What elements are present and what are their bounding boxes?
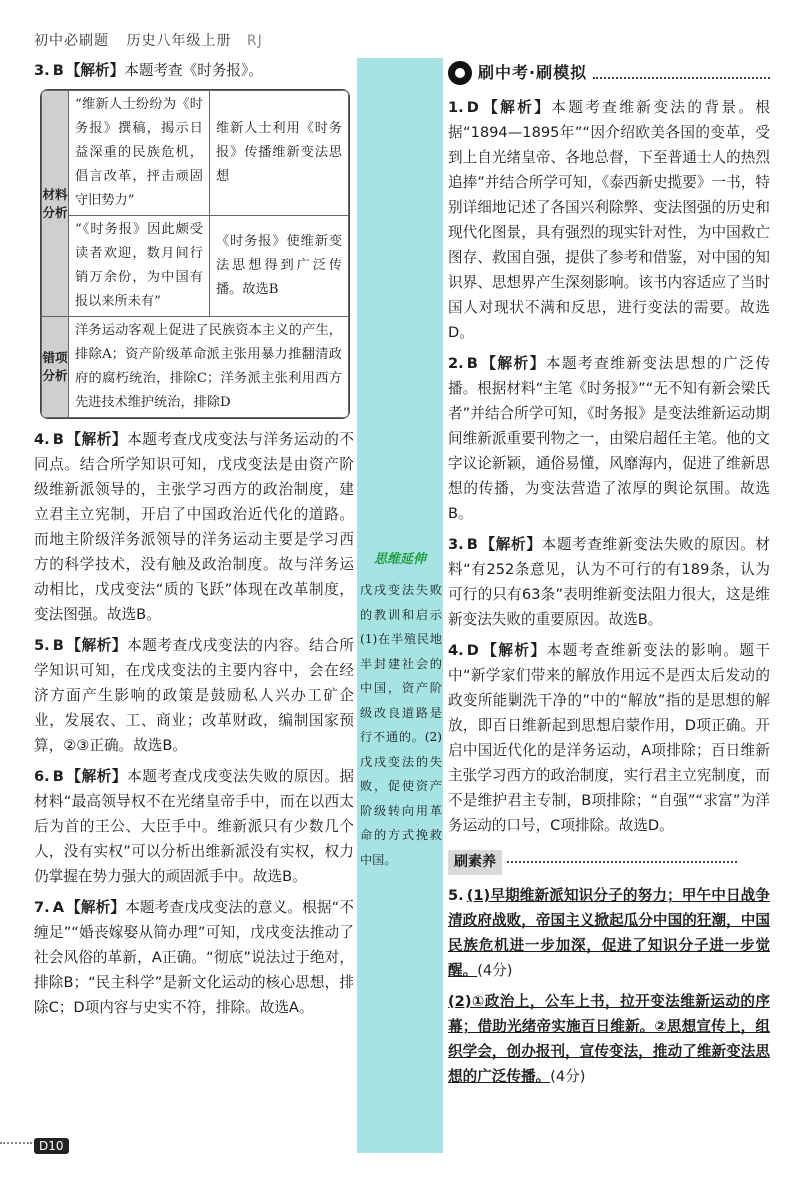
- answer-letter: D: [466, 642, 479, 659]
- table-cell: 维新人士利用《时务报》传播维新变法思想: [210, 91, 349, 216]
- table-label-wrong-options: 错项分析: [42, 317, 69, 418]
- sidebar-body: 戊戌变法失败的教训和启示(1)在半殖民地半封建社会的中国，资产阶级改良道路是行不通的。(2)戊戌变法的失败，促使资产阶级转向用革命的方式挽救中国。: [360, 583, 442, 867]
- answer-item: [34, 427, 354, 627]
- answer-item: [34, 895, 354, 1020]
- page-header: [34, 30, 263, 50]
- sidebar-title: 思维延伸: [374, 552, 427, 567]
- question-number: 4.: [448, 642, 464, 659]
- table-cell: “维新人士纷纷为《时务报》撰稿，揭示日益深重的民族危机，倡言改革，抨击顽固守旧势力”: [69, 91, 210, 216]
- section-title: 刷中考·刷模拟: [478, 63, 588, 82]
- table-cell: 《时务报》使维新变法思想得到广泛传播。故选B: [210, 216, 349, 317]
- score: (4分): [477, 962, 513, 979]
- analysis-text: 本题考查戊戌变法的内容。结合所学知识可知，在戊戌变法的主要内容中，会在经济方面产生影响的政策是鼓励私人兴办工矿企业，发展农、工、商业；改革财政，编制国家预算，②③正确。故选B。: [34, 637, 354, 754]
- dotted-rule: [507, 861, 737, 863]
- answer-letter: A: [52, 899, 64, 916]
- analysis-text: 本题考查戊戌变法与洋务运动的不同点。结合所学知识可知，戊戌变法是由资产阶级维新派领导的，主张学习西方的政治制度，建立君主立宪制，开启了中国政治近代化的道路。而地主阶级洋务派领导的洋务运动主要是学习西方的科学技术，没有触及政治制度。故与洋务运动相比，戊戌变法“质的飞跃”体现在改革制度，变法图强。故选B。: [34, 431, 354, 623]
- question-number: 1.: [448, 99, 464, 116]
- analysis-tag: 【解析】: [65, 431, 128, 448]
- analysis-tag: 【解析】: [480, 642, 547, 659]
- question-number: 6.: [34, 768, 50, 785]
- answer-item: [448, 532, 770, 632]
- question-number: 5.: [448, 887, 464, 904]
- answer-item: [448, 351, 770, 526]
- analysis-tag: 【解析】: [65, 768, 128, 785]
- answer-item: [448, 989, 770, 1089]
- answer-letter: B: [52, 431, 64, 448]
- edition-label: RJ: [246, 33, 263, 49]
- analysis-tag: 【解析】: [479, 355, 546, 372]
- answer-item: [34, 58, 354, 83]
- score: (4分): [550, 1068, 586, 1085]
- answer-letter: B: [466, 536, 478, 553]
- analysis-text: 本题考查维新变法的背景。根据“1894—1895年”“因介绍欧美各国的变革，受到上自光绪皇帝、各地总督，下至普通士人的热烈追捧”并结合所学可知，《泰西新史揽要》一书，特别详细地记述了各国兴利除弊、变法图强的历史和现代化图景，具有强烈的现实针对性，为中国救亡图存、救国自强，提供了参考和借鉴，对中国的知识界、思想界产生深刻影响。该书内容适应了当时国人对现状不满和反思，进行变法的需要。故选D。: [448, 99, 770, 341]
- page-number: D10: [34, 1138, 69, 1154]
- answer-part: (1)早期维新派知识分子的努力；甲午中日战争清政府战败，帝国主义掀起瓜分中国的狂潮，中国民族危机进一步加深，促进了知识分子进一步觉醒。: [448, 887, 770, 979]
- analysis-text: 本题考查《时务报》。: [124, 62, 263, 79]
- question-number: 7.: [34, 899, 50, 916]
- answer-item: [34, 764, 354, 889]
- analysis-table: [40, 89, 350, 419]
- section-banner: [448, 60, 770, 85]
- question-number: 4.: [34, 431, 50, 448]
- table-label-material: 材料分析: [42, 91, 69, 317]
- answer-item: [448, 638, 770, 838]
- analysis-text: 本题考查维新变法的影响。题干中“新学家们带来的解放作用远不是西太后发动的政变所能剿洗干净的”中的“解放”指的是思想的解放，即百日维新起到思想启蒙作用，D项正确。开启中国近代化的是洋务运动，A项排除；百日维新主张学习西方的政治制度，实行君主立宪制度，而不是维护君主专制，B项排除；“自强”“求富”为洋务运动的口号，C项排除。故选D。: [448, 642, 770, 834]
- question-number: 3.: [448, 536, 464, 553]
- answer-letter: B: [466, 355, 478, 372]
- brush-icon: [448, 61, 472, 85]
- analysis-tag: 【解析】: [65, 637, 128, 654]
- answer-item: [34, 633, 354, 758]
- analysis-tag: 【解析】: [479, 536, 542, 553]
- answer-part: (2)①政治上，公车上书，拉开变法维新运动的序幕；借助光绪帝实施百日维新。②思想宣传上，组织学会，创办报刊，宣传变法，推动了维新变法思想的广泛传播。: [448, 993, 770, 1085]
- dotted-rule: [0, 1142, 32, 1144]
- sub-banner-row: [448, 844, 770, 883]
- analysis-text: 本题考查戊戌变法的意义。根据“不缠足”“婚丧嫁娶从简办理”可知，戊戌变法推动了社会风俗的革新，A正确。“彻底”说法过于绝对，排除B；“民主科学”是新文化运动的核心思想，排除C；D项内容与史实不符，排除。故选A。: [34, 899, 354, 1016]
- analysis-text: 本题考查维新变法失败的原因。材料“有252条意见，认为不可行的有189条，认为可行的只有63条”表明维新变法阻力很大，这是维新变法失败的重要原因。故选B。: [448, 536, 770, 628]
- answer-letter: B: [52, 62, 64, 79]
- left-column: [34, 58, 354, 1026]
- right-column: [448, 60, 770, 1095]
- table-cell: 洋务运动客观上促进了民族资本主义的产生，排除A；资产阶级革命派主张用暴力推翻清政府的腐朽统治，排除C；洋务派主张利用西方先进技术维护统治，排除D: [69, 317, 349, 418]
- question-number: 5.: [34, 637, 50, 654]
- sub-section-title: 刷素养: [448, 850, 502, 875]
- question-number: 3.: [34, 62, 50, 79]
- answer-item: [448, 95, 770, 345]
- table-cell: “《时务报》因此颇受读者欢迎，数月间行销万余份，为中国有报以来所未有”: [69, 216, 210, 317]
- book-title: 初中必刷题: [34, 33, 109, 49]
- answer-letter: B: [52, 768, 64, 785]
- dotted-rule: [593, 67, 770, 79]
- answer-letter: D: [466, 99, 479, 116]
- analysis-text: 本题考查戊戌变法失败的原因。据材料“最高领导权不在光绪皇帝手中，而在以西太后为首的王公、大臣手中。维新派只有少数几个人，没有实权”可以分析出维新派没有实权，权力仍掌握在势力强大的顽固派手中。故选B。: [34, 768, 354, 885]
- subject-title: 历史八年级上册: [126, 33, 232, 49]
- answer-letter: B: [52, 637, 64, 654]
- analysis-tag: 【解析】: [480, 99, 552, 116]
- analysis-tag: 【解析】: [66, 899, 126, 916]
- analysis-tag: 【解析】: [65, 62, 125, 79]
- answer-item: [448, 883, 770, 983]
- analysis-text: 本题考查维新变法思想的广泛传播。根据材料“主笔《时务报》”“无不知有新会梁氏者”并结合所学可知，《时务报》是变法维新运动期间维新派重要刊物之一，由梁启超任主笔。他的文字议论新颖，通俗易懂，风靡海内，促进了维新思想的传播，为变法营造了浓厚的舆论氛围。故选B。: [448, 355, 770, 522]
- question-number: 2.: [448, 355, 464, 372]
